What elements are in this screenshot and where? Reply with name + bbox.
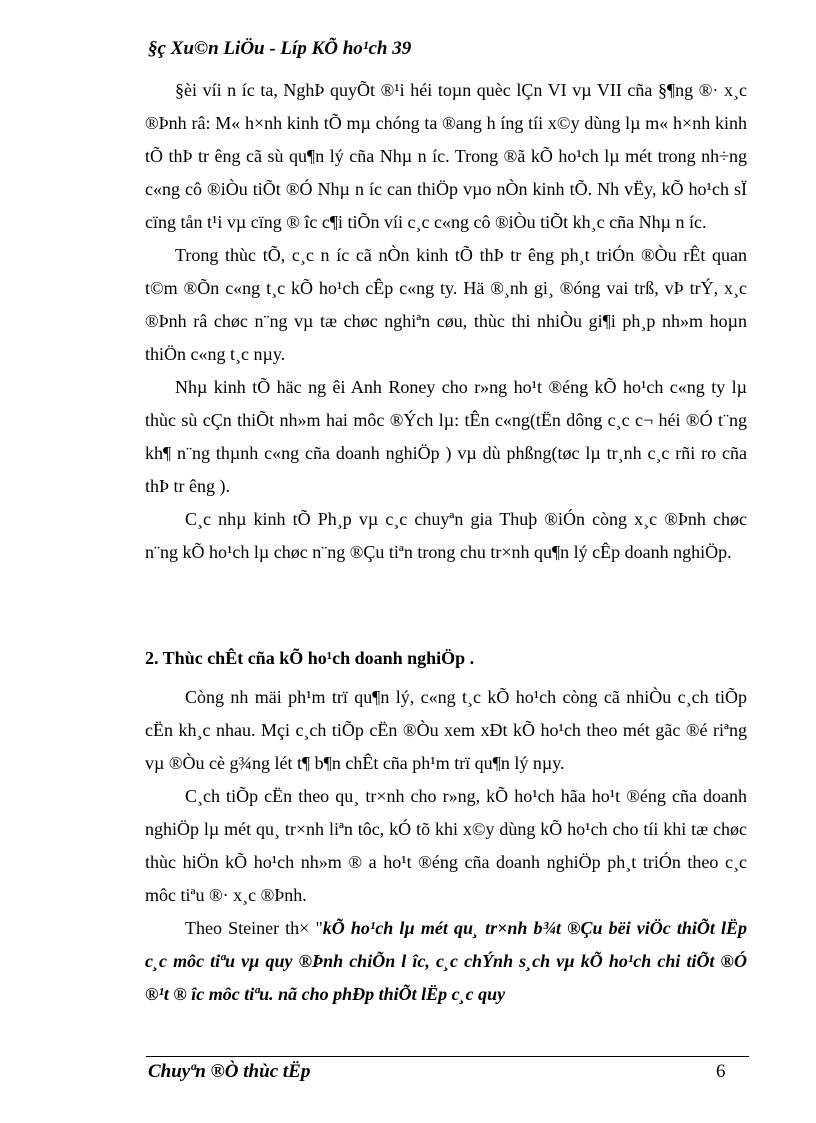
footer-title: Chuyªn ®Ò thùc tËp (148, 1061, 311, 1082)
paragraph-7 (145, 912, 747, 1011)
page-number: 6 (716, 1061, 726, 1082)
footer-divider (146, 1056, 749, 1057)
page-header: §ç Xu©n LiÖu - Líp KÕ ho¹ch 39 (148, 38, 412, 59)
paragraph-3: Nhµ kinh tÕ häc ng êi Anh Roney cho r»ng ho¹t ®éng kÕ ho¹ch c«ng ty lµ thùc sù cÇn thiÕt nh»m hai môc ®Ých lµ: tÊn c«ng(tËn dông c¸c c¬ héi ®Ó t¨ng kh¶ n¨ng thµnh c«ng cña doanh nghiÖp ) vµ dù phßng(tøc lµ tr¸nh c¸c rñi ro cña thÞ tr êng ). (145, 377, 747, 496)
paragraph-7-lead: Theo Steiner th× " (185, 918, 323, 938)
paragraph-6: C¸ch tiÕp cËn theo qu¸ tr×nh cho r»ng, kÕ ho¹ch hãa ho¹t ®éng cña doanh nghiÖp lµ mét qu¸ tr×nh liªn tôc, kÓ tõ khi x©y dùng kÕ ho¹ch cho tíi khi tæ chøc thùc hiÖn kÕ ho¹ch nh»m ® a ho¹t ®éng cña doanh nghiÖp ph¸t triÓn theo c¸c môc tiªu ®· x¸c ®Þnh. (145, 786, 747, 905)
section-body-top (145, 74, 747, 569)
section-body-bottom (145, 642, 747, 1011)
paragraph-4: C¸c nhµ kinh tÕ Ph¸p vµ c¸c chuyªn gia Thuþ ®iÓn còng x¸c ®Þnh chøc n¨ng kÕ ho¹ch lµ chøc n¨ng ®Çu tiªn trong chu tr×nh qu¶n lý cÊp doanh nghiÖp. (145, 509, 747, 562)
paragraph-7-quote: kÕ ho¹ch lµ mét qu¸ tr×nh b¾t ®Çu bëi viÖc thiÕt lËp c¸c môc tiªu vµ quy ®Þnh chiÕn l îc, c¸c chÝnh s¸ch vµ kÕ ho¹ch chi tiÕt ®Ó ®¹t ® îc môc tiªu. nã cho phÐp thiÕt lËp c¸c quy (145, 918, 747, 1004)
paragraph-2: Trong thùc tÕ, c¸c n íc cã nÒn kinh tÕ thÞ tr êng ph¸t triÓn ®Òu rÊt quan t©m ®Õn c«ng t¸c kÕ ho¹ch cÊp c«ng ty. Hä ®¸nh gi¸ ®óng vai trß, vÞ trÝ, x¸c ®Þnh râ chøc n¨ng vµ tæ chøc nghiªn cøu, thùc thi nhiÒu gi¶i ph¸p nh»m hoµn thiÖn c«ng t¸c nµy. (145, 245, 747, 364)
paragraph-1: §èi víi n íc ta, NghÞ quyÕt ®¹i héi toµn quèc lÇn VI vµ VII cña §¶ng ®· x¸c ®Þnh râ: M« h×nh kinh tÕ mµ chóng ta ®ang h íng tíi x©y dùng lµ m« h×nh kinh tÕ thÞ tr êng cã sù qu¶n lý cña Nhµ n íc. Trong ®ã kÕ ho¹ch lµ mét trong nh÷ng c«ng cô ®iÒu tiÕt ®Ó Nhµ n íc can thiÖp vµo nÒn kinh tÕ. Nh vËy, kÕ ho¹ch sÏ cïng tån t¹i vµ cïng ® îc c¶i tiÕn víi c¸c c«ng cô ®iÒu tiÕt kh¸c cña Nhµ n íc. (145, 80, 747, 232)
paragraph-5: Còng nh mäi ph¹m trï qu¶n lý, c«ng t¸c kÕ ho¹ch còng cã nhiÒu c¸ch tiÕp cËn kh¸c nhau. Mçi c¸ch tiÕp cËn ®Òu xem xÐt kÕ ho¹ch theo mét gãc ®é riªng vµ ®Òu cè g¾ng lét t¶ b¶n chÊt cña ph¹m trï qu¶n lý nµy. (145, 687, 747, 773)
section-heading: 2. Thùc chÊt cña kÕ ho¹ch doanh nghiÖp . (145, 648, 475, 668)
